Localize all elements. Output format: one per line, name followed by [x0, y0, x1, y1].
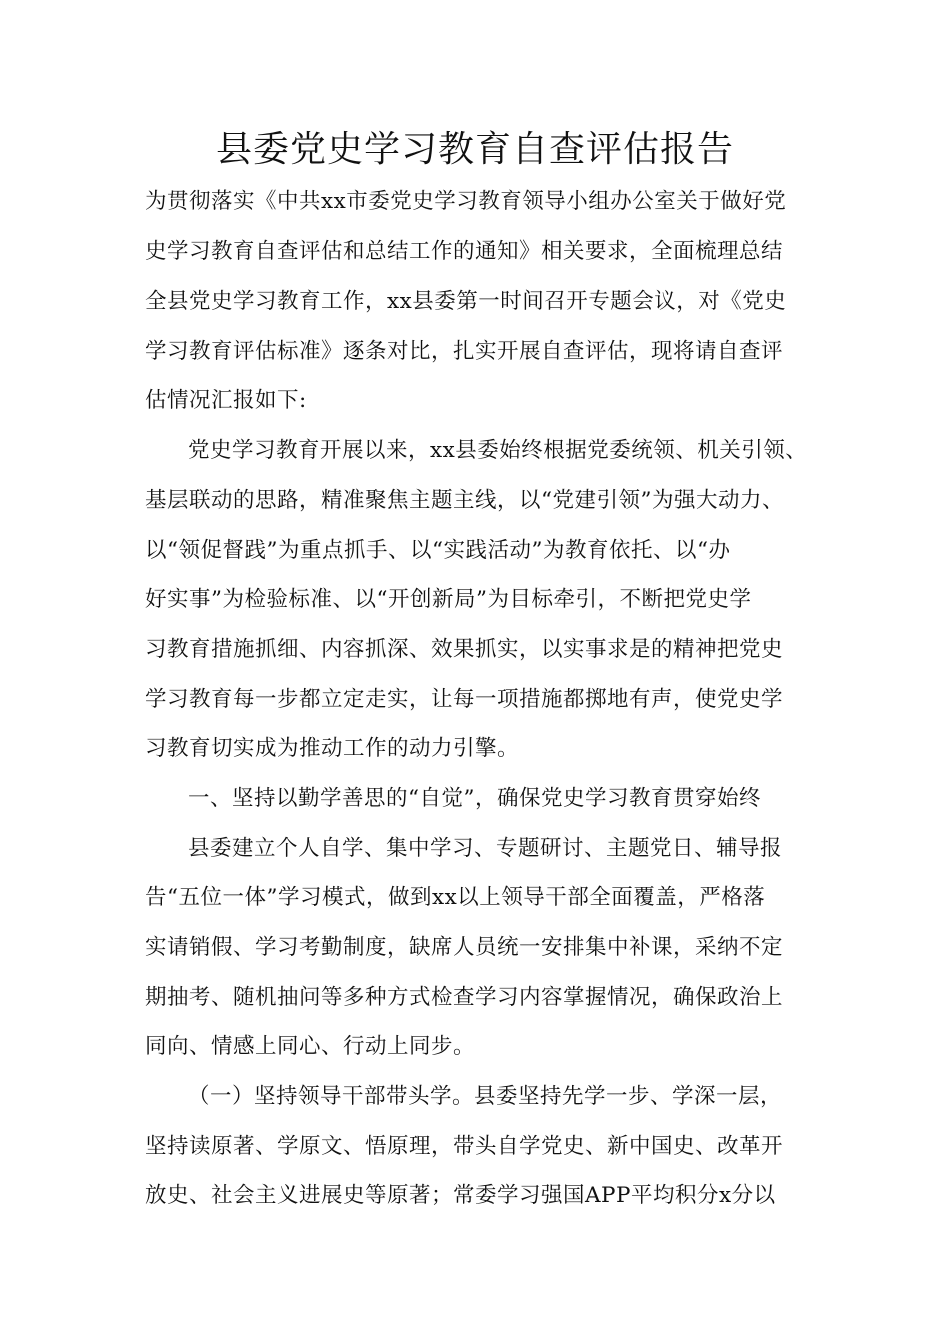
paragraph-line: 基层联动的思路，精准聚焦主题主线，以“党建引领”为强大动力、: [145, 488, 784, 513]
paragraph-line: 史学习教育自查评估和总结工作的通知》相关要求，全面梳理总结: [145, 239, 784, 264]
paragraph-line: 告“五位一体”学习模式，做到xx以上领导干部全面覆盖，严格落: [145, 885, 766, 910]
paragraph-line: 习教育措施抓细、内容抓深、效果抓实，以实事求是的精神把党史: [145, 637, 784, 662]
paragraph-line: 好实事”为检验标准、以“开创新局”为目标牵引，不断把党史学: [145, 587, 752, 612]
paragraph-line: 学习教育评估标准》逐条对比，扎实开展自查评估，现将请自查评: [145, 339, 784, 364]
paragraph-line: 放史、社会主义进展史等原著；常委学习强国APP平均积分x分以: [145, 1183, 776, 1208]
paragraph-line: 坚持读原著、学原文、悟原理，带头自学党史、新中国史、改革开: [145, 1134, 784, 1159]
subsection-line: （一）坚持领导干部带头学。县委坚持先学一步、学深一层，: [188, 1084, 783, 1109]
paragraph-line: 实请销假、学习考勤制度，缺席人员统一安排集中补课，采纳不定: [145, 935, 784, 960]
paragraph-line: 习教育切实成为推动工作的动力引擎。: [145, 736, 520, 761]
paragraph-line: 党史学习教育开展以来，xx县委始终根据党委统领、机关引领、: [188, 438, 808, 463]
paragraph-line: 学习教育每一步都立定走实，让每一项措施都掷地有声，使党史学: [145, 687, 784, 712]
paragraph-line: 全县党史学习教育工作，xx县委第一时间召开专题会议，对《党史: [145, 289, 787, 314]
paragraph-line: 期抽考、随机抽问等多种方式检查学习内容掌握情况，确保政治上: [145, 985, 784, 1010]
paragraph-line: 县委建立个人自学、集中学习、专题研讨、主题党日、辅导报: [188, 836, 783, 861]
section-heading: 一、坚持以勤学善思的“自觉”，确保党史学习教育贯穿始终: [188, 786, 761, 811]
paragraph-line: 为贯彻落实《中共xx市委党史学习教育领导小组办公室关于做好党: [145, 189, 787, 214]
paragraph-line: 估情况汇报如下:: [145, 388, 307, 413]
document-title: 县委党史学习教育自查评估报告: [215, 129, 734, 170]
paragraph-line: 同向、情感上同心、行动上同步。: [145, 1034, 476, 1059]
paragraph-line: 以“领促督践”为重点抓手、以“实践活动”为教育依托、以“办: [145, 538, 731, 563]
